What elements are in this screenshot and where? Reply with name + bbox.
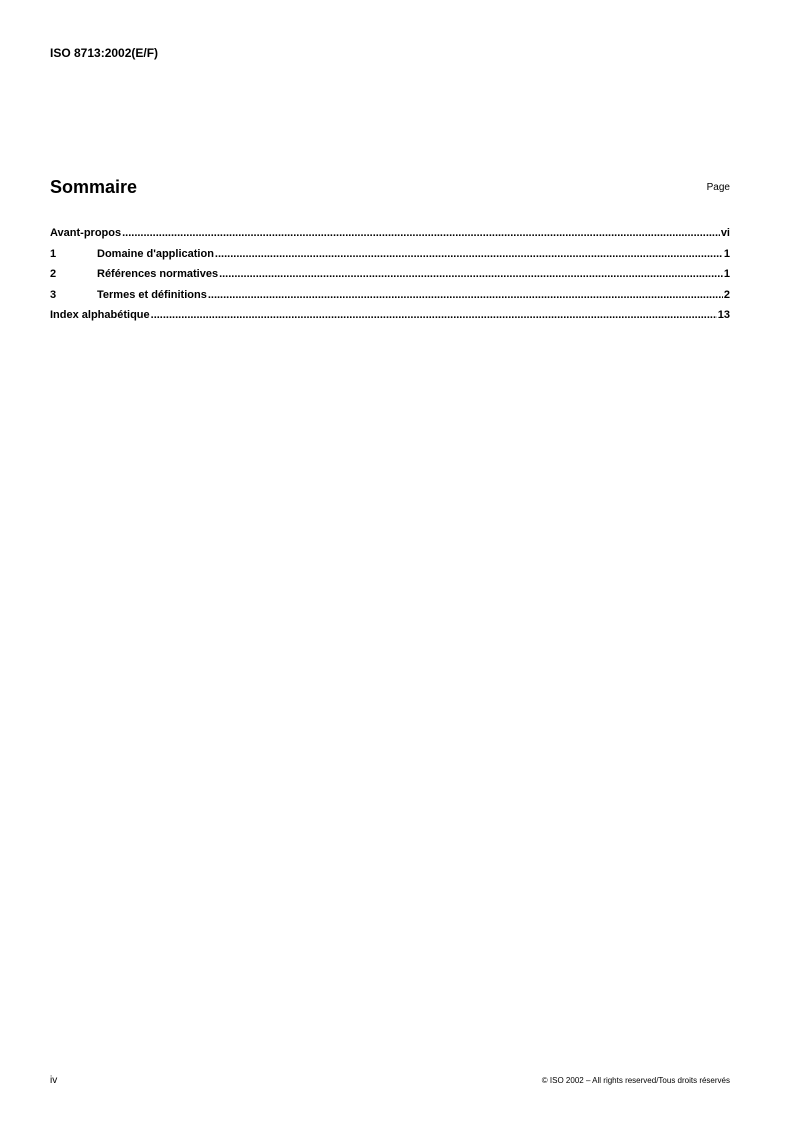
toc-entry-page: 1 — [723, 247, 730, 260]
toc-entry-text: Termes et définitions — [97, 288, 207, 301]
footer-page-number: iv — [50, 1075, 58, 1086]
toc-entry-normative-references[interactable] — [50, 267, 730, 288]
toc-list — [50, 226, 730, 329]
toc-page-column-label: Page — [706, 182, 730, 193]
toc-entry-text: Domaine d'application — [97, 247, 214, 260]
toc-dot-leader — [122, 226, 720, 240]
toc-heading-row — [50, 176, 730, 200]
toc-dot-leader — [208, 288, 723, 302]
toc-entry-number: 3 — [50, 288, 57, 301]
toc-entry-terms-definitions[interactable] — [50, 288, 730, 309]
toc-entry-number: 2 — [50, 268, 57, 280]
toc-title: Sommaire — [50, 177, 138, 197]
toc-entry-foreword[interactable] — [50, 226, 730, 247]
footer-copyright: © ISO 2002 – All rights reserved/Tous droits réservés — [541, 1076, 730, 1085]
toc-entry-text: Avant-propos — [50, 227, 122, 239]
document-id: ISO 8713:2002(E/F) — [50, 46, 159, 60]
toc-entry-text: Index alphabétique — [50, 309, 150, 321]
toc-entry-page: 1 — [723, 268, 730, 280]
toc-entry-text: Références normatives — [97, 268, 219, 280]
toc-entry-scope[interactable] — [50, 247, 730, 268]
toc-entry-page: 13 — [717, 309, 730, 321]
toc-dot-leader — [151, 308, 717, 322]
toc-dot-leader — [215, 247, 723, 261]
toc-dot-leader — [219, 267, 723, 281]
toc-entry-page: vi — [720, 227, 730, 239]
toc-entry-alphabetical-index[interactable] — [50, 308, 730, 329]
toc-entry-page: 2 — [723, 288, 730, 301]
toc-entry-number: 1 — [50, 247, 57, 260]
